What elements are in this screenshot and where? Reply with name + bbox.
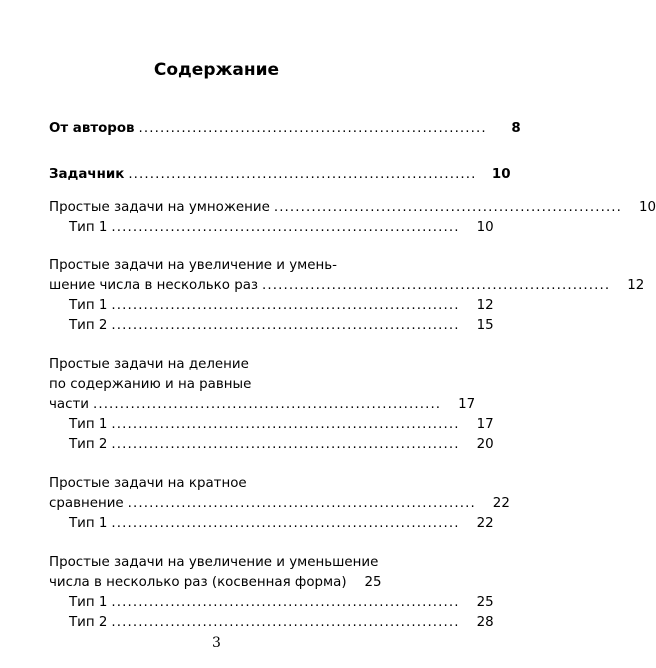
toc-entry-label: Тип 2 <box>69 615 108 630</box>
toc-entry-from-authors <box>49 119 521 139</box>
toc-entry-page: 28 <box>476 615 494 630</box>
toc-entry-comparison <box>49 494 510 514</box>
toc-entry-page: 22 <box>476 516 494 531</box>
toc-entry-page: 10 <box>638 200 656 215</box>
toc-entry-line: по содержанию и на равные <box>49 377 252 392</box>
toc-entry-division <box>49 395 476 415</box>
toc-entry-page: 17 <box>458 397 476 412</box>
toc-entry-increase-decrease <box>49 276 645 296</box>
toc-subentry <box>49 435 494 455</box>
toc-subentry <box>49 613 494 633</box>
toc-subentry <box>49 218 494 238</box>
toc-entry-label: Тип 1 <box>69 220 108 235</box>
dot-leader: ................................................................. <box>111 615 460 630</box>
toc-subentry <box>49 514 494 534</box>
toc-entry-label: Тип 1 <box>69 516 108 531</box>
dot-leader: ................................................................. <box>128 167 477 182</box>
toc-subentry <box>49 316 494 336</box>
toc-subentry <box>49 296 494 316</box>
toc-entry-line: Простые задачи на увеличение и уменьшение <box>49 555 379 570</box>
toc-entry-problem-book <box>49 165 511 185</box>
dot-leader: ................................................................. <box>111 516 460 531</box>
toc-entry-page: 10 <box>491 167 511 182</box>
toc-subentry <box>49 593 494 613</box>
toc-entry-page: 10 <box>476 220 494 235</box>
toc-entry-label: Простые задачи на умножение <box>49 200 270 215</box>
toc-entry-label: Задачник <box>49 167 125 182</box>
table-of-contents <box>49 0 656 668</box>
toc-entry-page: 12 <box>476 298 494 313</box>
toc-entry-label: части <box>49 397 89 412</box>
toc-entry-page: 17 <box>476 417 494 432</box>
toc-entry-label: От авторов <box>49 121 135 136</box>
toc-entry-label: Тип 1 <box>69 595 108 610</box>
toc-entry-label: Тип 1 <box>69 298 108 313</box>
toc-entry-label: Тип 1 <box>69 417 108 432</box>
page-number: 3 <box>212 635 221 651</box>
toc-entry-line: Простые задачи на увеличение и умень- <box>49 258 337 273</box>
page-title: Содержание <box>153 60 280 80</box>
dot-leader: ................................................................. <box>138 121 487 136</box>
dot-leader: ................................................................. <box>111 595 460 610</box>
toc-entry-page: 25 <box>476 595 494 610</box>
toc-entry-page: 15 <box>476 318 494 333</box>
toc-entry-page: 8 <box>511 121 521 136</box>
dot-leader: ................................................................. <box>273 200 623 215</box>
toc-entry-page: 12 <box>627 278 645 293</box>
dot-leader: ................................................................. <box>262 278 611 293</box>
toc-entry-line: Простые задачи на кратное <box>49 476 247 491</box>
toc-entry-page: 22 <box>492 496 510 511</box>
toc-entry-multiplication <box>49 198 656 218</box>
toc-entry-page: 20 <box>476 437 494 452</box>
toc-entry-label: шение числа в несколько раз <box>49 278 259 293</box>
dot-leader: ................................................................. <box>111 220 460 235</box>
toc-entry-line: Простые задачи на деление <box>49 357 249 372</box>
dot-leader: ................................................................. <box>92 397 442 412</box>
toc-entry-label: числа в несколько раз (косвенная форма) <box>49 575 347 590</box>
toc-entry-label: Тип 2 <box>69 437 108 452</box>
dot-leader: ................................................................. <box>127 496 476 511</box>
dot-leader: ................................................................. <box>111 437 460 452</box>
toc-entry-label: сравнение <box>49 496 124 511</box>
dot-leader: ................................................................. <box>111 298 460 313</box>
toc-entry-label: Тип 2 <box>69 318 108 333</box>
toc-entry-indirect-form <box>49 573 382 593</box>
toc-subentry <box>49 415 494 435</box>
dot-leader: ................................................................. <box>111 318 460 333</box>
dot-leader: ................................................................. <box>111 417 460 432</box>
toc-entry-page: 25 <box>364 575 382 590</box>
